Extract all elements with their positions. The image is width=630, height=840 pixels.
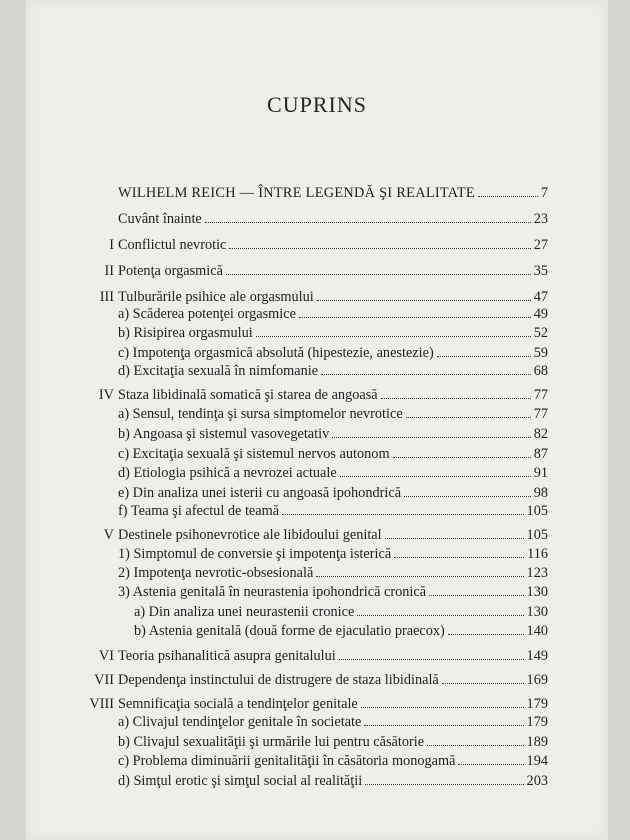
toc-entry — [103, 526, 548, 544]
page-number: 179 — [526, 696, 548, 712]
table-of-contents — [26, 0, 608, 840]
chapter-number: VIII — [89, 696, 114, 712]
entry-title: c) Problema diminuării genitalităţii în căsătoria monogamă — [118, 753, 456, 769]
dot-leader — [442, 671, 524, 684]
dot-leader — [339, 647, 524, 660]
entry-title: Conflictul nevrotic — [118, 237, 227, 253]
page-title: CUPRINS — [267, 92, 367, 117]
page-number: 68 — [533, 363, 548, 379]
entry-title: d) Simţul erotic şi simţul social al realităţii — [118, 773, 363, 789]
dot-leader — [393, 445, 531, 458]
entry-title: Dependenţa instinctului de distrugere de staza libidinală — [118, 672, 439, 688]
toc-entry — [118, 545, 548, 563]
dot-leader — [478, 184, 538, 197]
dot-leader — [282, 502, 523, 515]
page-number: 130 — [526, 584, 548, 600]
toc-entry — [98, 386, 548, 404]
dot-leader — [256, 324, 531, 337]
toc-entry — [118, 564, 548, 582]
toc-entry — [118, 324, 548, 342]
entry-title: 2) Impotenţa nevrotic-obsesională — [118, 565, 314, 581]
toc-entry — [118, 502, 548, 520]
dot-leader — [385, 526, 524, 539]
toc-entry — [118, 484, 548, 502]
dot-leader — [458, 752, 523, 765]
entry-title: b) Angoasa şi sistemul vasovegetativ — [118, 426, 330, 442]
dot-leader — [299, 305, 531, 318]
dot-leader — [332, 425, 530, 438]
page-number: 91 — [533, 465, 548, 481]
toc-entry — [118, 425, 548, 443]
page-number: 27 — [533, 237, 548, 253]
entry-title: b) Risipirea orgasmului — [118, 325, 253, 341]
page-number: 52 — [533, 325, 548, 341]
page-number: 116 — [527, 546, 548, 562]
dot-leader — [427, 733, 523, 746]
page-number: 82 — [533, 426, 548, 442]
entry-title: a) Scăderea potenţei orgasmice — [118, 306, 296, 322]
toc-entry — [99, 288, 548, 306]
entry-title: Semnificaţia socială a tendinţelor genitale — [118, 696, 358, 712]
toc-entry — [118, 344, 548, 362]
dot-leader — [321, 362, 531, 375]
entry-title: c) Impotenţa orgasmică absolută (hipestezie, anestezie) — [118, 345, 434, 361]
dot-leader — [316, 564, 523, 577]
entry-title: c) Excitaţia sexuală şi sistemul nervos autonom — [118, 446, 390, 462]
page-number: 149 — [526, 648, 548, 664]
page-number: 105 — [526, 503, 548, 519]
toc-entry — [109, 236, 548, 254]
chapter-number: VI — [98, 648, 114, 664]
chapter-number: II — [104, 263, 114, 279]
page-number: 87 — [533, 446, 548, 462]
entry-title: WILHELM REICH — ÎNTRE LEGENDĂ ŞI REALITATE — [118, 185, 475, 201]
toc-entry — [118, 772, 548, 790]
page-number: 59 — [533, 345, 548, 361]
chapter-number: III — [99, 289, 114, 305]
dot-leader — [365, 772, 523, 785]
dot-leader — [437, 344, 531, 357]
toc-entry — [89, 695, 548, 713]
page-number: 203 — [526, 773, 548, 789]
entry-title: d) Etiologia psihică a nevrozei actuale — [118, 465, 337, 481]
toc-entry — [104, 262, 548, 280]
dot-leader — [361, 695, 524, 708]
page-number: 49 — [533, 306, 548, 322]
chapter-number: IV — [98, 387, 114, 403]
entry-title: Destinele psihonevrotice ale libidoului genital — [118, 527, 382, 543]
entry-title: e) Din analiza unei isterii cu angoasă ipohondrică — [118, 485, 402, 501]
entry-title: 1) Simptomul de conversie şi impotenţa isterică — [118, 546, 392, 562]
toc-entry — [118, 305, 548, 323]
entry-title: b) Astenia genitală (două forme de ejaculatio praecox) — [134, 623, 445, 639]
entry-title: Staza libidinală somatică şi starea de angoasă — [118, 387, 378, 403]
dot-leader — [381, 386, 531, 399]
page-number: 123 — [526, 565, 548, 581]
chapter-number: VII — [94, 672, 114, 688]
entry-title: d) Excitaţia sexuală în nimfomanie — [118, 363, 319, 379]
toc-entry — [118, 362, 548, 380]
dot-leader — [226, 262, 531, 275]
entry-title: 3) Astenia genitală în neurastenia ipohondrică cronică — [118, 584, 427, 600]
entry-title: a) Sensul, tendinţa şi sursa simptomelor nevrotice — [118, 406, 403, 422]
toc-entry — [118, 184, 548, 202]
dot-leader — [357, 603, 523, 616]
dot-leader — [317, 288, 531, 301]
entry-title: Teoria psihanalitică asupra genitalului — [118, 648, 336, 664]
dot-leader — [205, 210, 531, 223]
page-number: 7 — [540, 185, 548, 201]
dot-leader — [448, 622, 524, 635]
page-number: 77 — [533, 406, 548, 422]
page-number: 189 — [526, 734, 548, 750]
toc-entry — [118, 445, 548, 463]
entry-title: b) Clivajul sexualităţii şi urmările lui pentru căsătorie — [118, 734, 425, 750]
chapter-number: I — [109, 237, 114, 253]
dot-leader — [404, 484, 531, 497]
entry-title: f) Teama şi afectul de teamă — [118, 503, 280, 519]
page-number: 179 — [526, 714, 548, 730]
page-number: 194 — [526, 753, 548, 769]
toc-entry — [98, 647, 548, 665]
page-number: 23 — [533, 211, 548, 227]
page-number: 98 — [533, 485, 548, 501]
page-number: 77 — [533, 387, 548, 403]
toc-entry — [118, 713, 548, 731]
dot-leader — [406, 405, 531, 418]
book-page — [26, 0, 608, 840]
toc-entry — [118, 733, 548, 751]
page-number: 130 — [526, 604, 548, 620]
dot-leader — [340, 464, 531, 477]
entry-title: Potenţa orgasmică — [118, 263, 223, 279]
chapter-number: V — [103, 527, 114, 543]
toc-entry — [134, 603, 548, 621]
toc-entry — [118, 583, 548, 601]
dot-leader — [394, 545, 524, 558]
dot-leader — [229, 236, 530, 249]
entry-title: Tulburările psihice ale orgasmului — [118, 289, 314, 305]
entry-title: a) Din analiza unei neurastenii cronice — [134, 604, 355, 620]
page-number: 169 — [526, 672, 548, 688]
entry-title: a) Clivajul tendinţelor genitale în societate — [118, 714, 362, 730]
toc-entry — [118, 752, 548, 770]
page-number: 140 — [526, 623, 548, 639]
dot-leader — [364, 713, 523, 726]
toc-entry — [118, 464, 548, 482]
page-number: 35 — [533, 263, 548, 279]
page-number: 105 — [526, 527, 548, 543]
entry-title: Cuvânt înainte — [118, 211, 202, 227]
page-number: 47 — [533, 289, 548, 305]
dot-leader — [429, 583, 523, 596]
toc-entry — [118, 405, 548, 423]
toc-entry — [94, 671, 548, 689]
toc-entry — [118, 210, 548, 228]
toc-entry — [134, 622, 548, 640]
